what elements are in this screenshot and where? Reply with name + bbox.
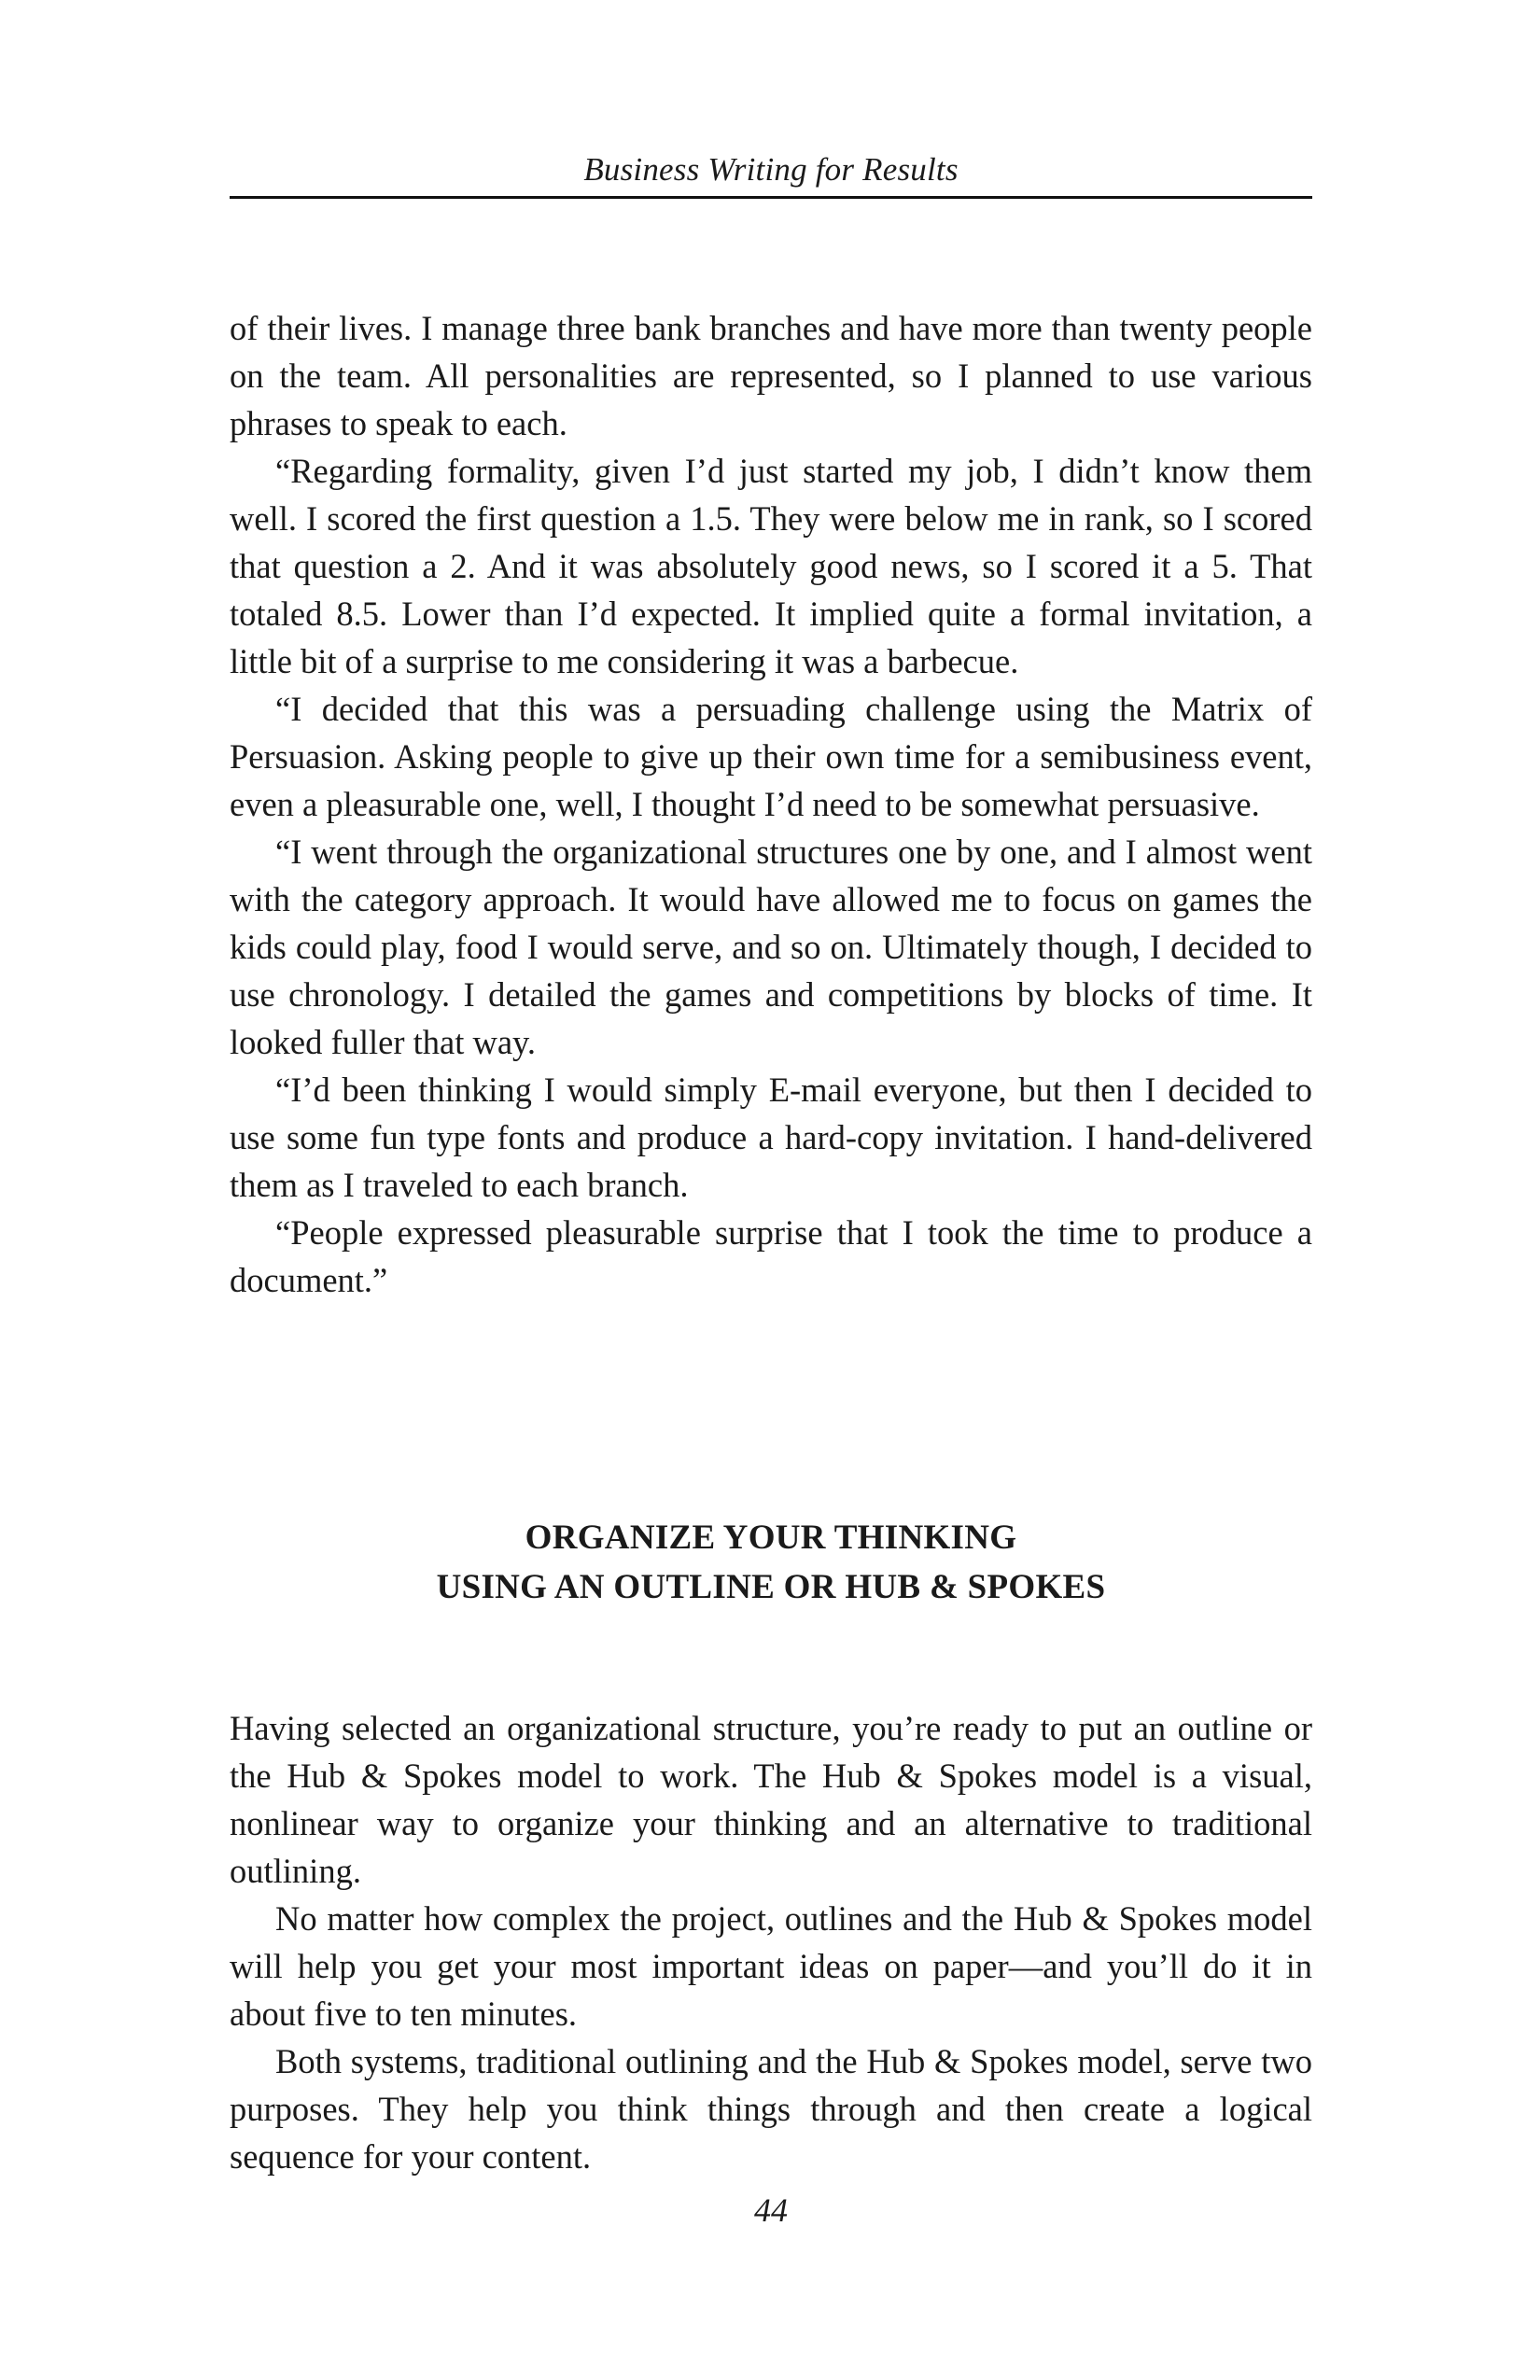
running-header: Business Writing for Results — [583, 151, 959, 188]
paragraph: “Regarding formality, given I’d just started my job, I didn’t know them well. I scored the first question a 1.5. They were below me in rank, so I scored that question a 2. And it was absolutely good news, so I scored it a 5. That totaled 8.5. Lower than I’d expected. It implied quite a formal invitation, a little bit of a surprise to me considering it was a barbecue. — [230, 452, 1312, 680]
section-heading-line-1: ORGANIZE YOUR THINKING — [525, 1519, 1017, 1557]
paragraph: of their lives. I manage three bank branches and have more than twenty people on the team. All personalities are represented, so I planned to use various phrases to speak to each. — [230, 309, 1312, 442]
paragraph: “I decided that this was a persuading challenge using the Matrix of Persuasion. Asking people to give up their own time for a semibusiness event, even a pleasurable one, well, I thought I’d need to be somewhat persuasive. — [230, 690, 1312, 823]
section-heading-line-2: USING AN OUTLINE OR HUB & SPOKES — [436, 1568, 1106, 1606]
body-text-top — [230, 304, 1312, 1304]
page-number: 44 — [754, 2191, 788, 2229]
paragraph: Having selected an organizational structure, you’re ready to put an outline or the Hub & Spokes model to work. The Hub & Spokes model is a visual, nonlinear way to organize your thinking and an alternative to traditional outlining. — [230, 1709, 1312, 1890]
paragraph: “I went through the organizational structures one by one, and I almost went with the category approach. It would have allowed me to focus on games the kids could play, food I would serve, and so on. Ultimately though, I decided to use chronology. I detailed the games and competitions by blocks of time. It looked fuller that way. — [230, 833, 1312, 1061]
paragraph: “People expressed pleasurable surprise that I took the time to produce a document.” — [230, 1213, 1312, 1299]
header-rule — [230, 196, 1312, 199]
paragraph: No matter how complex the project, outlines and the Hub & Spokes model will help you get your most important ideas on paper—and you’ll do it in about five to ten minutes. — [230, 1899, 1312, 2033]
paragraph: Both systems, traditional outlining and the Hub & Spokes model, serve two purposes. They help you think things through and then create a logical sequence for your content. — [230, 2042, 1312, 2176]
section-heading — [230, 1513, 1312, 1612]
paragraph: “I’d been thinking I would simply E-mail everyone, but then I decided to use some fun type fonts and produce a hard-copy invitation. I hand-delivered them as I traveled to each branch. — [230, 1071, 1312, 1204]
body-text-section — [230, 1704, 1312, 2180]
